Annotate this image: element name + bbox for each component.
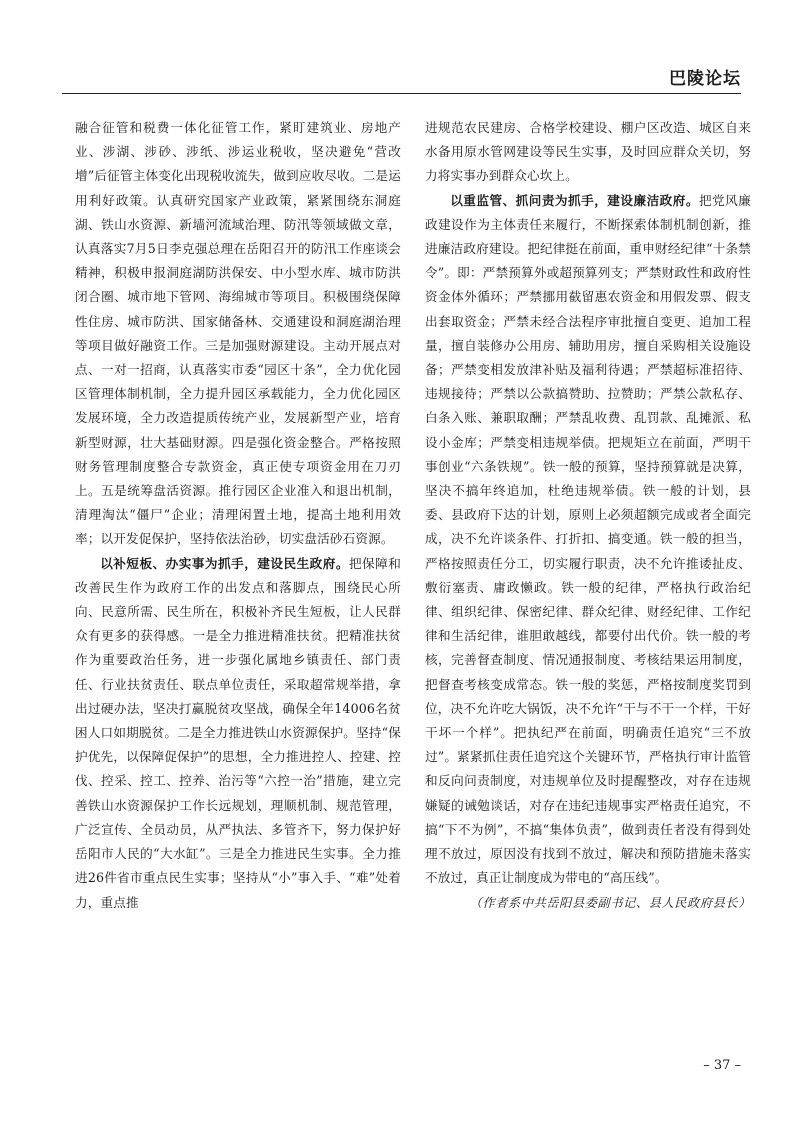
section-heading-livelihood: 以补短板、办实事为抓手，建设民生政府。 [100,555,349,571]
journal-title: 巴陵论坛 [669,69,741,89]
left-column [75,116,401,915]
page-number: – 37 – [703,1058,741,1073]
section-heading-integrity: 以重监管、抓问责为抓手，建设廉洁政府。 [450,192,699,208]
right-column [425,116,751,915]
left-paragraph-2 [75,552,401,915]
right-paragraph-2 [425,189,751,891]
author-byline: （作者系中共岳阳县委副书记、县人民政府县长） [469,895,751,910]
header-divider [62,93,741,94]
left-paragraph-1: 融合征管和税费一体化征管工作，紧盯建筑业、房地产业、涉湖、涉砂、涉纸、涉运业税收，坚决避免“营改增”后征管主体变化出现税收流失，做到应收尽收。二是运用利好政策。认真研究国家产业政策，紧紧围绕东洞庭湖、铁山水资源、新墙河流域治理、防汛等领域做文章，认真落实7月5日李克强总理在岳阳召开的防汛工作座谈会精神，积极申报洞庭湖防洪保安、中小型水库、城市防洪闭合圈、城市地下管网、海绵城市等项目。积极围绕保障性住房、城市防洪、国家储备林、交通建设和洞庭湖治理等项目做好融资工作。三是加强财源建设。主动开展点对点、一对一招商，认真落实市委“园区十条”，全力优化园区管理体制机制，全力提升园区承载能力，全力优化园区发展环境，全力改造提质传统产业，发展新型产业，培育新型财源，壮大基础财源。四是强化资金整合。严格按照财务管理制度整合专款资金，真正使专项资金用在刀刃上。五是统筹盘活资源。推行园区企业准入和退出机制，清理淘汰“僵尸”企业；清理闲置土地，提高土地利用效率；以开发促保护，坚持依法治砂，切实盘活砂石资源。 [75,120,401,547]
right-paragraph-2-body: 把党风廉政建设作为主体责任来履行，不断探索体制机制创新，推进廉洁政府建设。把纪律挺在前面，重申财经纪律“十条禁令”。即：严禁预算外或超预算列支；严禁财政性和政府性资金体外循环；严禁挪用截留惠农资金和用假发票、假支出套取资金；严禁未经合法程序审批擅自变更、追加工程量，擅自装修办公用房、辅助用房，擅自采购相关设施设备；严禁变相发放津补贴及福利待遇；严禁超标准招待、违规接待；严禁以公款搞赞助、拉赞助；严禁公款私存、白条入账、兼职取酬；严禁乱收费、乱罚款、乱摊派、私设小金库；严禁变相违规举债。把规矩立在前面，严明干事创业“六条铁规”。铁一般的预算，坚持预算就是决算，坚决不搞年终追加，杜绝违规举债。铁一般的计划，县委、县政府下达的计划，原则上必须超额完成或者全面完成，决不允许谈条件、打折扣、搞变通。铁一般的担当，严格按照责任分工，切实履行职责，决不允许推诿扯皮、敷衍塞责、庸政懒政。铁一般的纪律，严格执行政治纪律、组织纪律、保密纪律、群众纪律、财经纪律、工作纪律和生活纪律，谁胆敢越线，都要付出代价。铁一般的考核，完善督查制度、情况通报制度、考核结果运用制度，把督查考核变成常态。铁一般的奖惩，严格按制度奖罚到位，决不允许吃大锅饭，决不允许“干与不干一个样，干好干坏一个样”。把执纪严在前面，明确责任追究“三不放过”。紧紧抓住责任追究这个关键环节，严格执行审计监管和反向问责制度，对违规单位及时提醒整改，对存在违规嫌疑的诫勉谈话，对存在违纪违规事实严格责任追究，不搞“下不为例”，不搞“集体负责”，做到责任者没有得到处理不放过，原因没有找到不放过，解决和预防措施未落实不放过，真正让制度成为带电的“高压线”。 [425,192,751,886]
left-paragraph-2-body: 把保障和改善民生作为政府工作的出发点和落脚点，围绕民心所向、民意所需、民生所在，积极补齐民生短板，让人民群众有更多的获得感。一是全力推进精准扶贫。把精准扶贫作为重要政治任务，进一步强化属地乡镇责任、部门责任、行业扶贫责任、联点单位责任，采取超常规举措，拿出过硬办法，坚决打赢脱贫攻坚战，确保全年14006名贫困人口如期脱贫。二是全力推进铁山水资源保护。坚持“保护优先，以保障促保护”的思想，全力推进控人、控建、控伐、控采、控工、控养、治污等“六控一治”措施，建立完善铁山水资源保护工作长远规划，理顺机制、规范管理，广泛宣传、全员动员，从严执法、多管齐下，努力保护好岳阳市人民的“大水缸”。三是全力推进民生实事。全力推进26件省市重点民生实事；坚持从“小”事入手、“难”处着力，重点推 [75,555,401,910]
right-paragraph-1: 进规范农民建房、合格学校建设、棚户区改造、城区自来水备用原水管网建设等民生实事，及时回应群众关切，努力将实事办到群众心坎上。 [425,120,751,184]
